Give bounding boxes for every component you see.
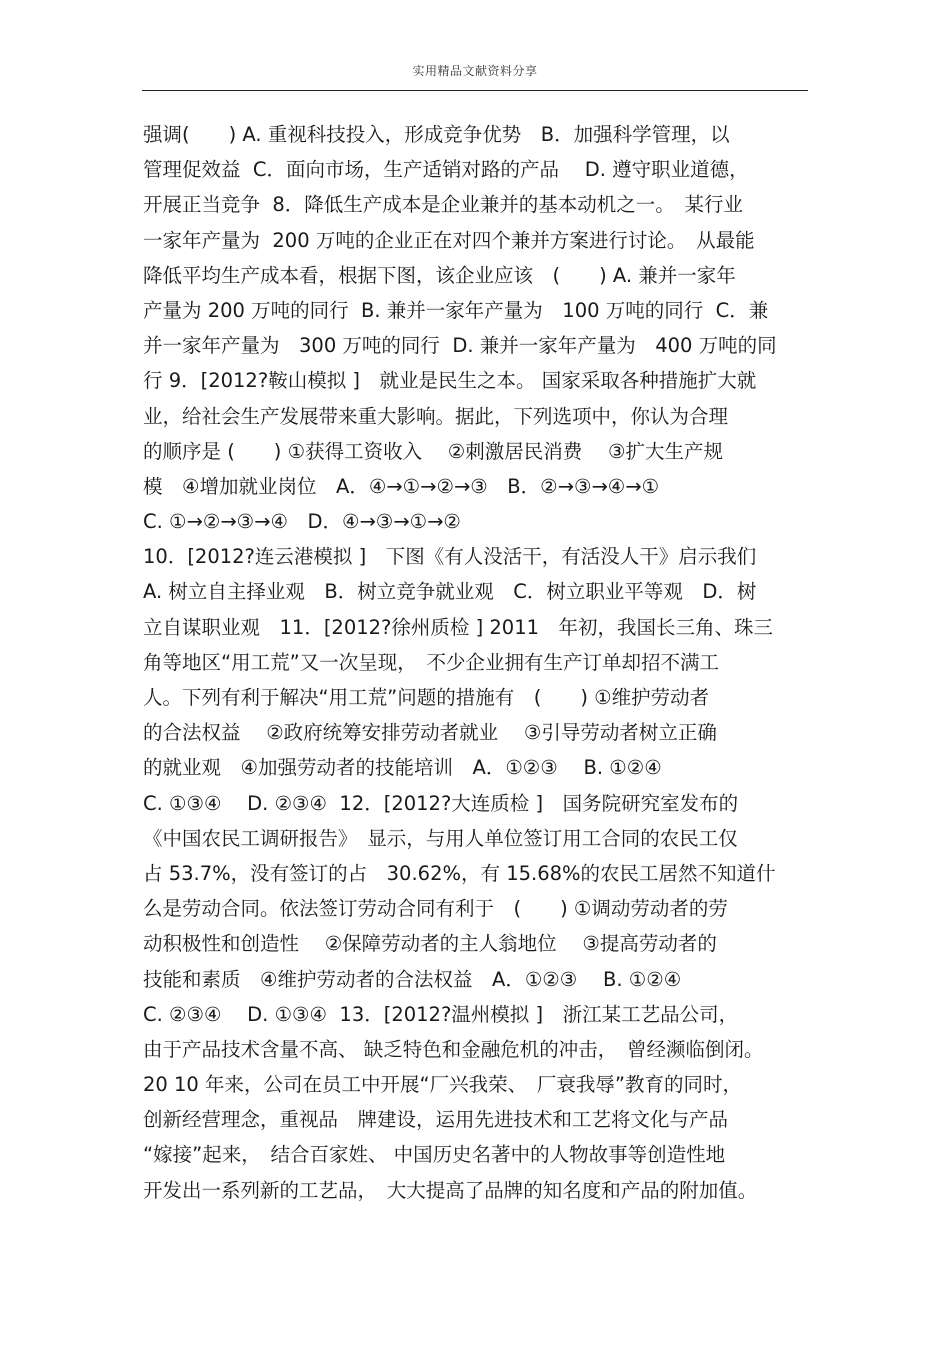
text-line: 立自谋职业观 11．[2012?徐州质检 ] 2011 年初，我国长三角、珠三 bbox=[143, 615, 774, 639]
text-line: 模 ④增加就业岗位 A．④→①→②→③ B．②→③→④→① bbox=[143, 474, 660, 498]
text-line: 么是劳动合同。依法签订劳动合同有利于 ( ) ①调动劳动者的劳 bbox=[143, 897, 728, 921]
page-header: 实用精品文献资料分享 bbox=[412, 64, 538, 78]
text-line: 由于产品技术含量不高、 缺乏特色和金融危机的冲击， 曾经濒临倒闭。 bbox=[143, 1037, 764, 1061]
text-line: 业，给社会生产发展带来重大影响。据此，下列选项中，你认为合理 bbox=[143, 404, 729, 428]
text-line: 的顺序是 ( ) ①获得工资收入 ②刺激居民消费 ③扩大生产规 bbox=[143, 439, 723, 463]
text-line: 的就业观 ④加强劳动者的技能培训 A．①②③ B. ①②④ bbox=[143, 756, 662, 780]
text-line: 降低平均生产成本看，根据下图，该企业应该 ( ) A. 兼并一家年 bbox=[143, 263, 736, 287]
text-line: 开展正当竞争 8．降低生产成本是企业兼并的基本动机之一。 某行业 bbox=[143, 193, 744, 217]
text-line: 角等地区“用工荒”又一次呈现， 不少企业拥有生产订单却招不满工 bbox=[143, 650, 719, 674]
text-line: C. ②③④ D. ①③④ 13．[2012?温州模拟 ] 浙江某工艺品公司， bbox=[143, 1002, 739, 1026]
text-line: 动积极性和创造性 ②保障劳动者的主人翁地位 ③提高劳动者的 bbox=[143, 932, 717, 956]
text-line: 强调( ) A. 重视科技投入，形成竞争优势 B．加强科学管理，以 bbox=[143, 123, 730, 146]
header-divider bbox=[142, 90, 808, 91]
text-line: 10．[2012?连云港模拟 ] 下图《有人没活干，有活没人干》启示我们 bbox=[143, 545, 757, 569]
text-line: 开发出一系列新的工艺品， 大大提高了品牌的知名度和产品的附加值。 bbox=[143, 1178, 758, 1202]
text-line: C. ①→②→③→④ D．④→③→①→② bbox=[143, 510, 461, 534]
text-line: 一家年产量为 200 万吨的企业正在对四个兼并方案进行讨论。 从最能 bbox=[143, 228, 755, 252]
text-line: C. ①③④ D. ②③④ 12．[2012?大连质检 ] 国务院研究室发布的 bbox=[143, 791, 739, 815]
text-line: 的合法权益 ②政府统筹安排劳动者就业 ③引导劳动者树立正确 bbox=[143, 721, 717, 745]
text-line: “嫁接”起来， 结合百家姓、 中国历史名著中的人物故事等创造性地 bbox=[143, 1143, 726, 1167]
text-line: 行 9．[2012?鞍山模拟 ] 就业是民生之本。 国家采取各种措施扩大就 bbox=[143, 369, 757, 393]
text-line: 创新经营理念，重视品 牌建设，运用先进技术和工艺将文化与产品 bbox=[143, 1108, 729, 1132]
text-line: 占 53.7%，没有签订的占 30.62%，有 15.68%的农民工居然不知道什 bbox=[143, 861, 776, 885]
body-text bbox=[143, 117, 811, 1208]
text-line: 技能和素质 ④维护劳动者的合法权益 A．①②③ B. ①②④ bbox=[143, 967, 682, 991]
text-line: 《中国农民工调研报告》 显示，与用人单位签订用工合同的农民工仅 bbox=[143, 826, 738, 850]
text-line: 人。下列有利于解决“用工荒”问题的措施有 ( ) ①维护劳动者 bbox=[143, 686, 710, 709]
text-line: 产量为 200 万吨的同行 B. 兼并一家年产量为 100 万吨的同行 C．兼 bbox=[143, 298, 769, 322]
text-line: 并一家年产量为 300 万吨的同行 D. 兼并一家年产量为 400 万吨的同 bbox=[143, 334, 777, 358]
text-line: A. 树立自主择业观 B．树立竞争就业观 C．树立职业平等观 D．树 bbox=[143, 580, 757, 604]
text-line: 20 10 年来，公司在员工中开展“厂兴我荣、 厂衰我辱”教育的同时， bbox=[143, 1073, 742, 1097]
text-line: 管理促效益 C．面向市场，生产适销对路的产品 D. 遵守职业道德， bbox=[143, 158, 749, 182]
